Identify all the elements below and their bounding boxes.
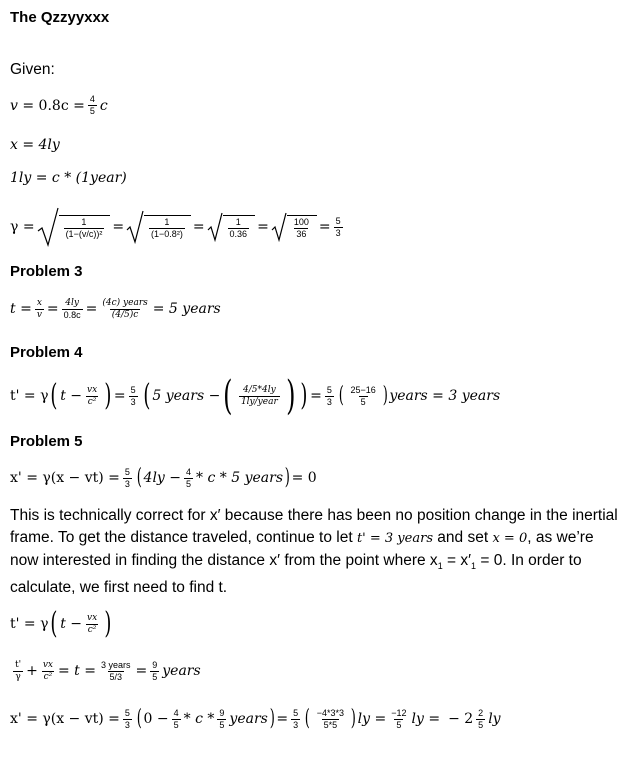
p5-rhs: = 0: [291, 470, 317, 486]
gamma-eq-3: =: [257, 219, 269, 235]
p3-lhs: t =: [10, 301, 32, 317]
sqrt-3: $\frac{1}{0.36}$: [207, 212, 256, 242]
equation-problem-5: x' = γ(x − vt) = $\frac{5}{3}$ ( 4ly − $\frac{4}{5}$ * c * 5 years ) = 0: [10, 465, 317, 490]
gamma-eq-2: =: [192, 219, 205, 235]
p4-rhs: years = 3 years: [389, 388, 501, 404]
fraction-5-3: $\frac{5}{3}$: [335, 215, 341, 238]
equation-problem-3: t = $\frac{x}{v}$ = $\frac{4ly}{0.8c}$ = $\frac{\text{(4c) years}}{(4/5)c}$ = 5 years: [10, 297, 221, 320]
gamma-eq-4: =: [318, 219, 331, 235]
equation-final-distance: x' = γ(x − vt) = $\frac{5}{3}$ ( 0 − $\frac{4}{5}$ * c * $\frac{9}{5}$ years ) = $\frac{5}{3}$ ( $\frac{-4*3*3}{5*5}$ ) ly = $\frac{-12}{5}$ ly = − 2 $\frac{2}{5}$ ly: [10, 706, 501, 731]
equation-solve-t: $\frac{t'}{\gamma}$ + $\frac{vx}{\text{c²}}$ = t = $\frac{\text{3 years}}{5/3}$ = $\frac{9}{5}$ years: [15, 659, 201, 682]
sqrt-2: $\frac{1}{\text{(1−0.8²)}}$: [126, 210, 191, 244]
given-label: Given:: [10, 61, 55, 78]
equation-velocity: [10, 94, 108, 117]
fraction-4-5: $\frac{4}{5}$: [89, 94, 95, 116]
gamma-eq-1: =: [112, 219, 125, 235]
problem-4-heading: Problem 4: [10, 344, 83, 361]
e3-lhs: x' = γ(x − vt) =: [10, 711, 120, 727]
e1-lhs: t' = γ: [10, 616, 49, 632]
radical-icon: [271, 212, 287, 242]
sqrt-4: $\frac{100}{36}$: [271, 212, 317, 242]
sqrt-1: $\frac{1}{\text{(1−(v/c))²}}$: [37, 207, 111, 247]
page-title: The Qzzyyxxx: [10, 9, 110, 26]
problem-3-heading: Problem 3: [10, 263, 83, 280]
equation-lightyear: 1ly = c * (1year): [10, 170, 127, 186]
explanation-paragraph: This is technically correct for x′ because there has been no position change in the inertial frame. To get the distance traveled, continue to let t' = 3 years and set x = 0, as we’re now interested in finding the distance x′ from the point where $x_1 = x'_1 = 0$. In order to calculate, we first need to find t.: [10, 507, 618, 597]
problem-5-heading: Problem 5: [10, 433, 83, 450]
equation-time-transform: t' = γ ( t − $\frac{vx}{\text{c²}}$ ): [10, 606, 112, 641]
p5-lhs: x' = γ(x − vt) =: [10, 470, 120, 486]
equation-gamma: [10, 206, 346, 248]
p3-rhs: = 5 years: [152, 301, 221, 317]
radical-icon: [37, 207, 59, 247]
eq-v-mid: = 0.8c =: [22, 97, 85, 114]
eq-v-tail: c: [99, 97, 108, 114]
p4-lhs: t' = γ: [10, 388, 49, 404]
radical-icon: [207, 212, 223, 242]
eq-v-lhs: v: [10, 97, 18, 114]
equation-problem-4: t' = γ ( t − $\frac{vx}{\text{c²}}$ ) = $\frac{5}{3}$ ( 5 years − ( $\frac{4/5*4ly}{\text{1ly/year}}$ ) ) = $\frac{5}{3}$ ( $\frac{25-16}{5}$ ) years = 3 years: [10, 373, 501, 419]
radical-icon: [126, 210, 144, 244]
gamma-lhs: γ =: [10, 219, 35, 235]
equation-distance: x = 4ly: [10, 137, 60, 153]
